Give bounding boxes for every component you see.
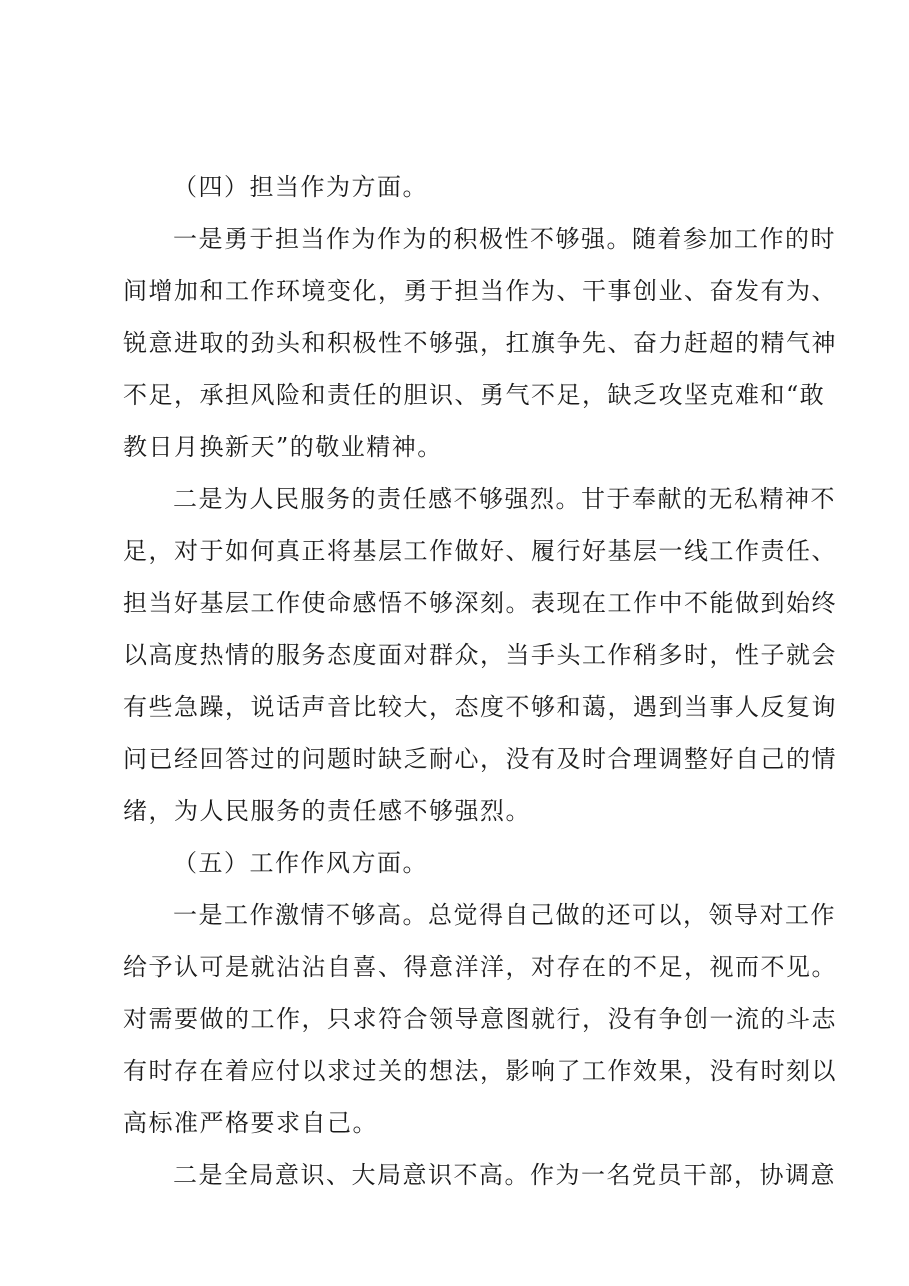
paragraph-line: 有些急躁，说话声音比较大，态度不够和蔼，遇到当事人反复询 [123, 693, 837, 721]
paragraph-line: 间增加和工作环境变化，勇于担当作为、干事创业、奋发有为、 [123, 277, 837, 305]
paragraph-line: 给予认可是就沾沾自喜、得意洋洋，对存在的不足，视而不见。 [123, 953, 837, 981]
paragraph-line: 高标准严格要求自己。 [123, 1109, 378, 1137]
paragraph-line: 教日月换新天”的敬业精神。 [123, 433, 443, 461]
paragraph-line: 足，对于如何真正将基层工作做好、履行好基层一线工作责任、 [123, 537, 837, 565]
paragraph-line: 锐意进取的劲头和积极性不够强，扛旗争先、奋力赶超的精气神 [123, 329, 837, 357]
paragraph-line: 以高度热情的服务态度面对群众，当手头工作稍多时，性子就会 [123, 641, 837, 669]
paragraph-line: 一是工作激情不够高。总觉得自己做的还可以，领导对工作 [173, 901, 836, 929]
paragraph-line: 二是全局意识、大局意识不高。作为一名党员干部，协调意 [173, 1161, 836, 1189]
paragraph-line: 二是为人民服务的责任感不够强烈。甘于奉献的无私精神不 [173, 485, 836, 513]
section-heading-5: （五）工作作风方面。 [173, 849, 428, 877]
paragraph-line: 有时存在着应付以求过关的想法，影响了工作效果，没有时刻以 [123, 1057, 837, 1085]
paragraph-line: 对需要做的工作，只求符合领导意图就行，没有争创一流的斗志 [123, 1005, 837, 1033]
paragraph-line: 绪，为人民服务的责任感不够强烈。 [123, 797, 531, 825]
paragraph-line: 问已经回答过的问题时缺乏耐心，没有及时合理调整好自己的情 [123, 745, 837, 773]
paragraph-line: 担当好基层工作使命感悟不够深刻。表现在工作中不能做到始终 [123, 589, 837, 617]
paragraph-line: 不足，承担风险和责任的胆识、勇气不足，缺乏攻坚克难和“敢 [123, 381, 826, 409]
section-heading-4: （四）担当作为方面。 [173, 173, 428, 201]
paragraph-line: 一是勇于担当作为作为的积极性不够强。随着参加工作的时 [173, 225, 836, 253]
